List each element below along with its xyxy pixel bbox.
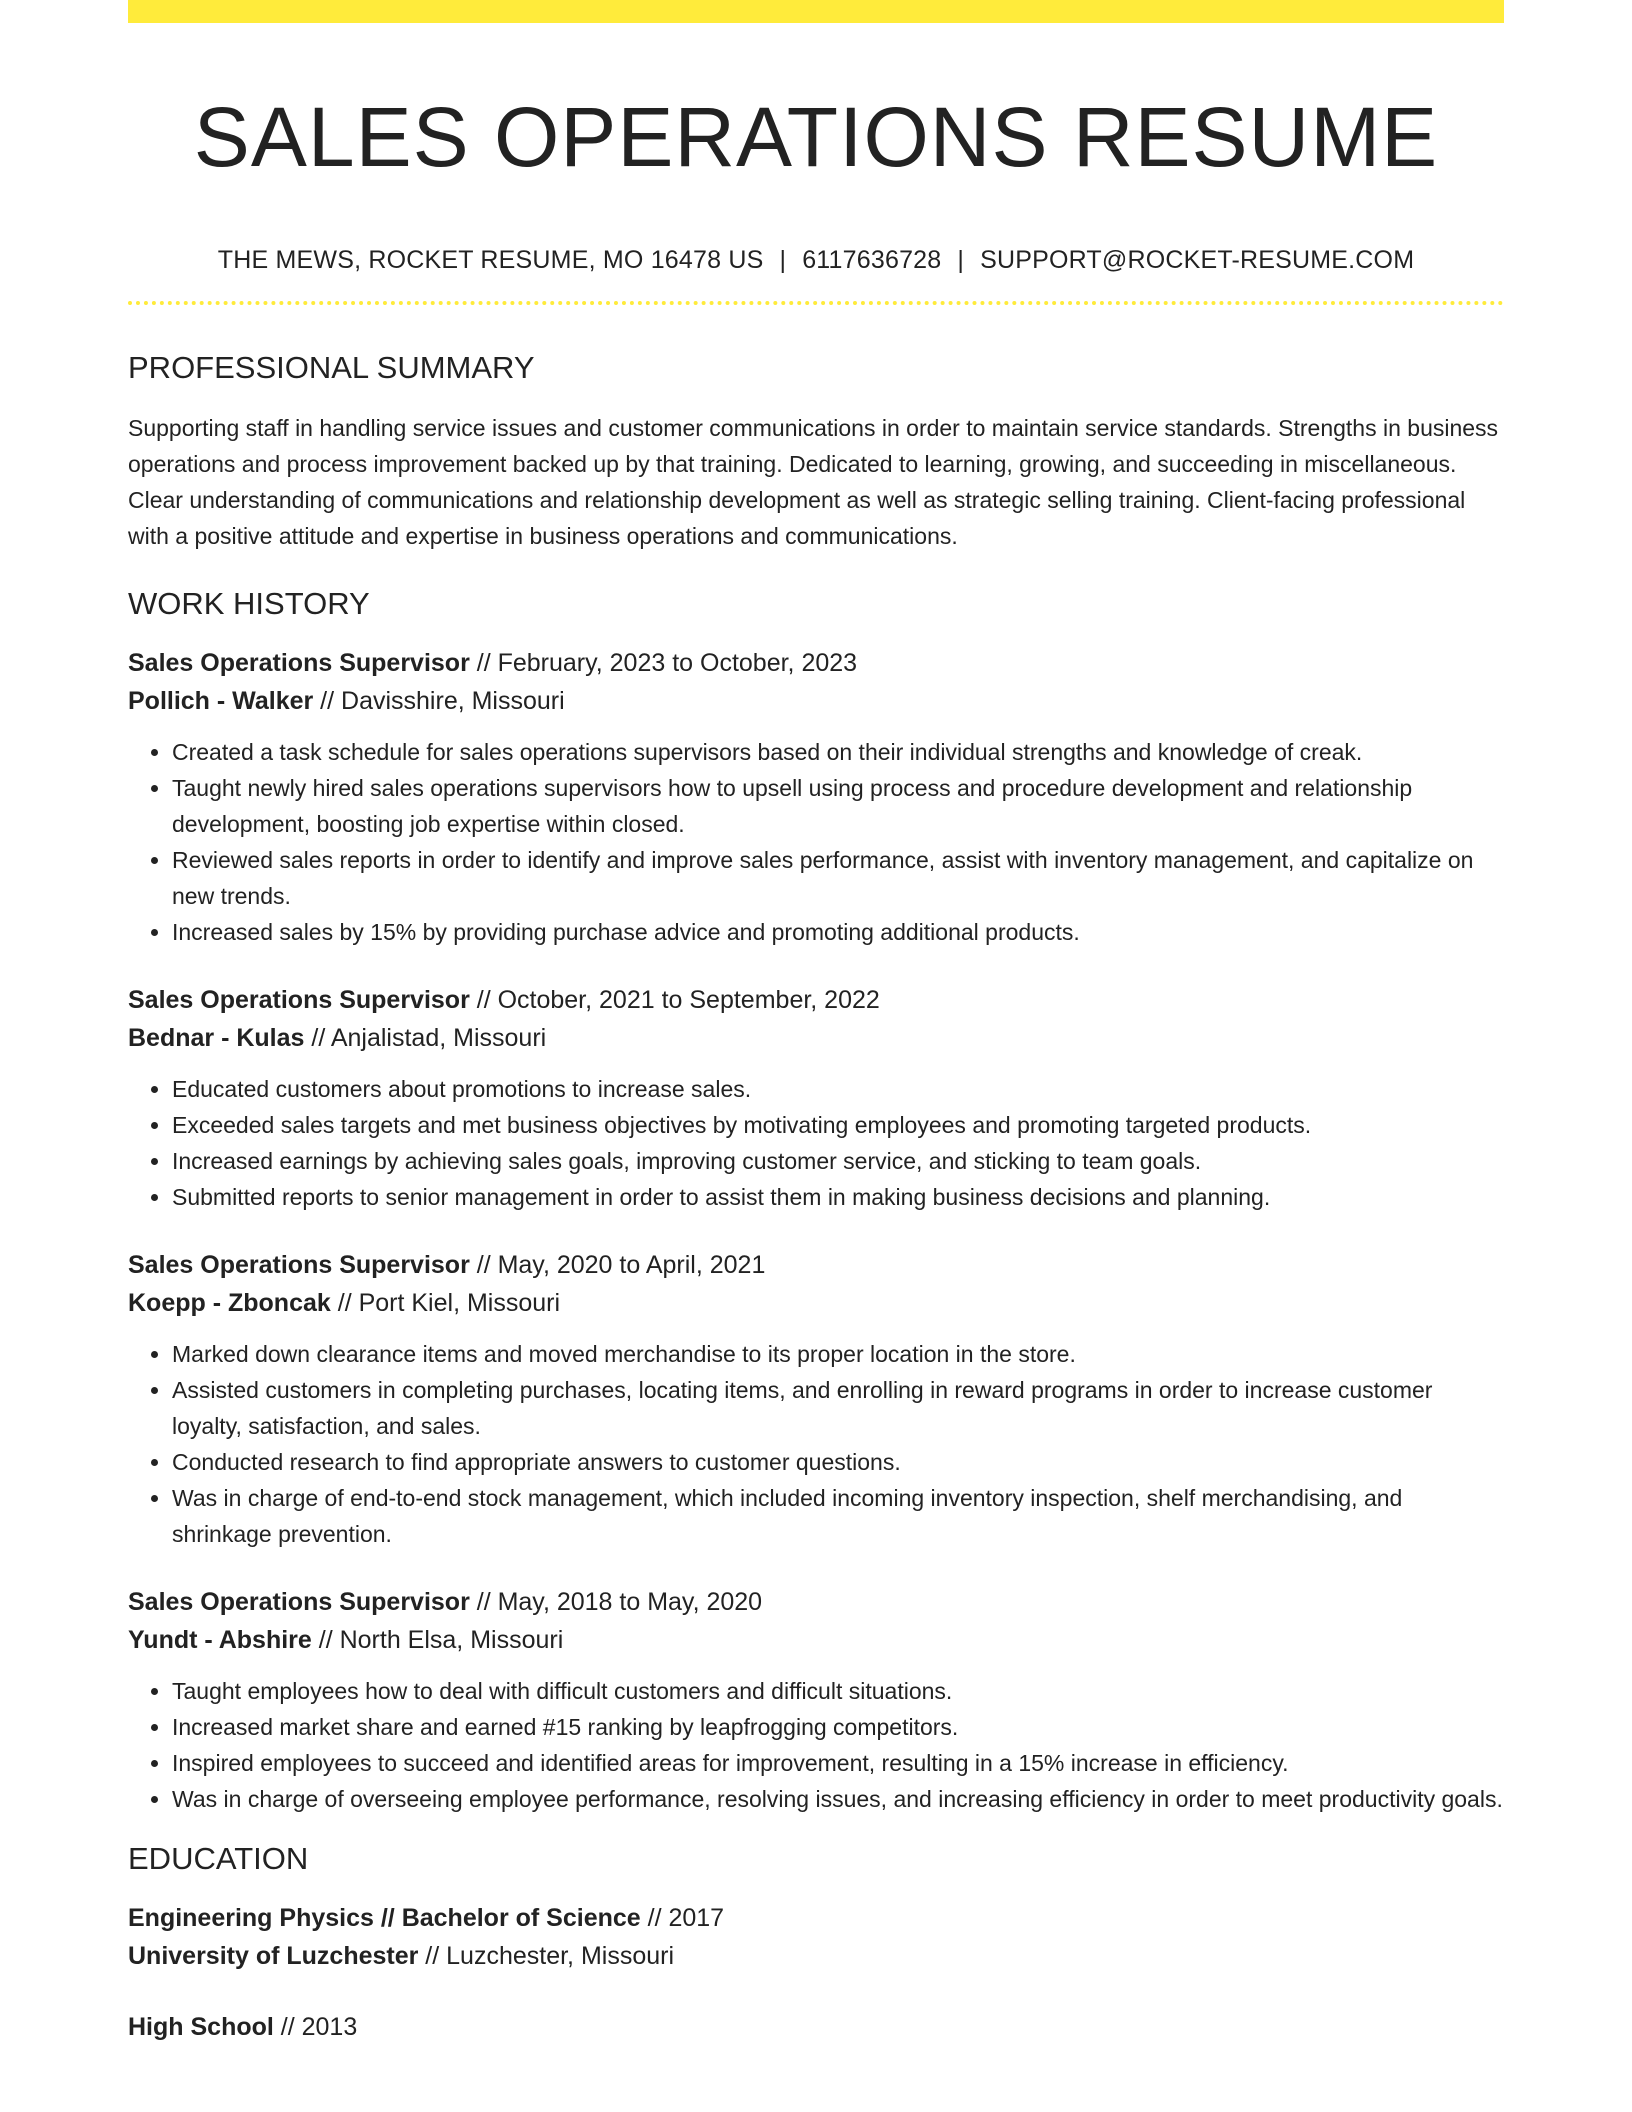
education-school: University of Luzchester bbox=[128, 1942, 419, 1970]
job-entry bbox=[128, 981, 1504, 1215]
job-dates: // February, 2023 to October, 2023 bbox=[469, 649, 858, 677]
job-bullet: • Was in charge of overseeing employee performance, resolving issues, and increasing efficiency in order to meet productivity goals. bbox=[172, 1781, 1504, 1817]
job-bullet: • Marked down clearance items and moved merchandise to its proper location in the store. bbox=[172, 1336, 1504, 1372]
job-bullets bbox=[128, 734, 1504, 950]
job-dates: // October, 2021 to September, 2022 bbox=[469, 986, 880, 1014]
job-bullet: • Taught employees how to deal with difficult customers and difficult situations. bbox=[172, 1673, 1504, 1709]
job-bullets bbox=[128, 1336, 1504, 1552]
job-company: Yundt - Abshire bbox=[128, 1626, 312, 1654]
job-company-line bbox=[128, 1284, 1504, 1322]
job-role: Sales Operations Supervisor bbox=[128, 1251, 470, 1279]
job-bullet: • Increased earnings by achieving sales goals, improving customer service, and sticking to team goals. bbox=[172, 1143, 1504, 1179]
job-bullets bbox=[128, 1673, 1504, 1817]
education-entry bbox=[128, 2008, 1504, 2046]
job-bullet: • Conducted research to find appropriate answers to customer questions. bbox=[172, 1444, 1504, 1480]
work-history-heading: WORK HISTORY bbox=[128, 586, 370, 621]
job-bullet: • Increased market share and earned #15 ranking by leapfrogging competitors. bbox=[172, 1709, 1504, 1745]
resume-page bbox=[128, 0, 1504, 2046]
job-bullet: • Assisted customers in completing purchases, locating items, and enrolling in reward programs in order to increase customer loyalty, satisfaction, and sales. bbox=[172, 1372, 1504, 1444]
job-title-line bbox=[128, 1583, 1504, 1621]
job-entry bbox=[128, 1246, 1504, 1552]
job-role: Sales Operations Supervisor bbox=[128, 649, 470, 677]
job-bullet: • Educated customers about promotions to increase sales. bbox=[172, 1071, 1504, 1107]
job-bullets bbox=[128, 1071, 1504, 1215]
job-company-line bbox=[128, 1621, 1504, 1659]
education-heading: EDUCATION bbox=[128, 1841, 309, 1876]
job-bullet: • Created a task schedule for sales operations supervisors based on their individual strengths and knowledge of creak. bbox=[172, 734, 1504, 770]
education-year: // 2017 bbox=[640, 1904, 725, 1932]
job-role: Sales Operations Supervisor bbox=[128, 986, 470, 1014]
job-bullet: • Reviewed sales reports in order to identify and improve sales performance, assist with inventory management, and capitalize on new trends. bbox=[172, 842, 1504, 914]
job-company: Bednar - Kulas bbox=[128, 1024, 305, 1052]
job-title-line bbox=[128, 644, 1504, 682]
education-degree-line bbox=[128, 1899, 1504, 1937]
top-accent-bar bbox=[128, 0, 1504, 23]
contact-separator: | bbox=[779, 246, 787, 274]
job-entry bbox=[128, 1583, 1504, 1817]
job-role: Sales Operations Supervisor bbox=[128, 1588, 470, 1616]
job-location: // Port Kiel, Missouri bbox=[330, 1289, 561, 1317]
job-bullet: • Was in charge of end-to-end stock management, which included incoming inventory inspection, shelf merchandising, and shrinkage prevention. bbox=[172, 1480, 1504, 1552]
contact-address: THE MEWS, ROCKET RESUME, MO 16478 US bbox=[217, 246, 764, 274]
job-bullet: • Submitted reports to senior management in order to assist them in making business decisions and planning. bbox=[172, 1179, 1504, 1215]
education-year: // 2013 bbox=[273, 2013, 358, 2041]
contact-email: SUPPORT@ROCKET-RESUME.COM bbox=[980, 246, 1415, 274]
job-company: Pollich - Walker bbox=[128, 687, 314, 715]
job-dates: // May, 2018 to May, 2020 bbox=[469, 1588, 763, 1616]
education-degree: Engineering Physics // Bachelor of Science bbox=[128, 1904, 641, 1932]
summary-heading: PROFESSIONAL SUMMARY bbox=[128, 350, 535, 385]
job-company-line bbox=[128, 682, 1504, 720]
job-location: // Davisshire, Missouri bbox=[313, 687, 565, 715]
header-divider bbox=[128, 301, 1504, 305]
job-title-line bbox=[128, 981, 1504, 1019]
education-entry bbox=[128, 1899, 1504, 1975]
contact-phone: 6117636728 bbox=[802, 246, 942, 274]
job-company-line bbox=[128, 1019, 1504, 1057]
job-title-line bbox=[128, 1246, 1504, 1284]
education-location: // Luzchester, Missouri bbox=[418, 1942, 675, 1970]
job-bullet: • Inspired employees to succeed and identified areas for improvement, resulting in a 15% increase in efficiency. bbox=[172, 1745, 1504, 1781]
job-location: // Anjalistad, Missouri bbox=[304, 1024, 547, 1052]
job-bullet: • Taught newly hired sales operations supervisors how to upsell using process and procedure development and relationship development, boosting job expertise within closed. bbox=[172, 770, 1504, 842]
job-bullet: • Increased sales by 15% by providing purchase advice and promoting additional products. bbox=[172, 914, 1504, 950]
job-dates: // May, 2020 to April, 2021 bbox=[469, 1251, 766, 1279]
education-school-line bbox=[128, 1937, 1504, 1975]
contact-line bbox=[128, 243, 1504, 277]
job-location: // North Elsa, Missouri bbox=[311, 1626, 564, 1654]
job-company: Koepp - Zboncak bbox=[128, 1289, 331, 1317]
job-bullet: • Exceeded sales targets and met business objectives by motivating employees and promoting targeted products. bbox=[172, 1107, 1504, 1143]
summary-text: Supporting staff in handling service issues and customer communications in order to maintain service standards. Strengths in business operations and process improvement backed up by that training. Dedicated to learning, growing, and succeeding in miscellaneous. Clear understanding of communications and relationship development as well as strategic selling training. Client-facing professional with a positive attitude and expertise in business operations and communications. bbox=[128, 415, 1499, 549]
contact-separator: | bbox=[957, 246, 965, 274]
resume-title: SALES OPERATIONS RESUME bbox=[193, 90, 1439, 184]
education-degree: High School bbox=[128, 2013, 274, 2041]
job-entry bbox=[128, 644, 1504, 950]
education-degree-line bbox=[128, 2008, 1504, 2046]
